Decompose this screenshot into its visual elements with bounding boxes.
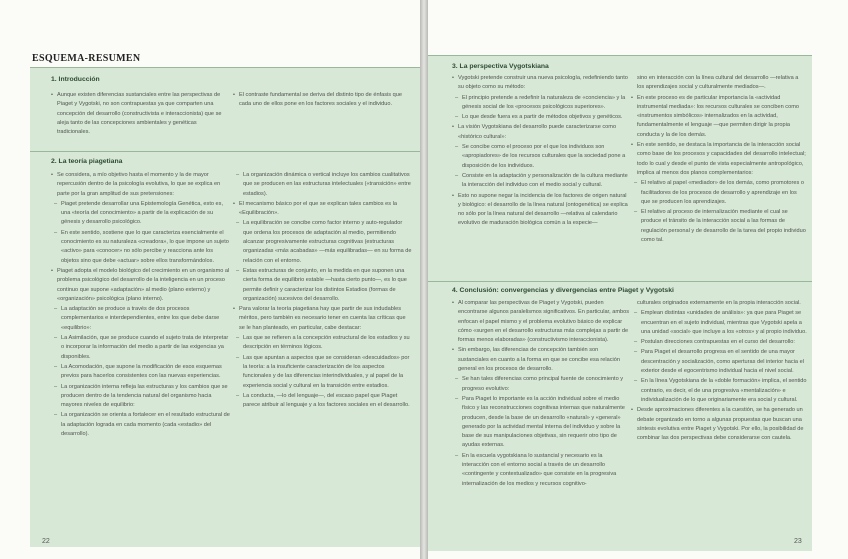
dash-item: – La conducta, —lo del lenguaje—, del escaso papel que Piaget parece atribuir al lenguaje y a los factores sociales en el desarrollo. [233,392,413,411]
left-page [0,0,420,559]
bullet-item: • En este proceso es de particular importancia la «actividad instrumental mediada»: los recursos culturales se conciben como «instrumentos simbólicos» internalizados en la actividad, fundamentalmente el lenguaje —que permiten dirigir la propia conducta y la de los demás. [631,94,807,140]
summary-box-right-top [428,55,812,281]
bullet-item: • En este sentido, se destaca la importancia de la interacción social como base de los procesos y capacidades del desarrollo intelectual; todo lo cual y desde el punto de vista especialmente antropológico, implica al menos dos planos complementarios: [631,141,807,178]
section-divider [428,55,812,56]
book-gutter [420,0,428,559]
dash-item: – La equilibración se concibe como factor interno y auto-regulador que ordena los procesos de adaptación al medio, permitiendo alcanzar progresivamente estructuras cognitivas (estructuras organizadas «más acabadas» —más equilibradas— en su forma de relación con el entorno. [233,219,413,265]
dash-item: – Postulan direcciones contrapuestas en el curso del desarrollo: [631,338,807,347]
bullet-item: • La visión Vygotskiana del desarrollo puede caracterizarse como «histórico cultural»: [452,123,630,142]
section-divider [30,151,420,152]
dash-item: – El relativo al proceso de internalización mediante el cual se produce el tránsito de la interacción social a las formas de regulación personal y de desarrollo de la tarea del propio individuo como tal. [631,208,807,245]
dash-item: – La organización dinámica o vertical incluye los cambios cualitativos que se producen en las estructuras intelectuales («transición» entre estadios). [233,171,413,199]
bullet-item: • Se considera, a mío objetivo hasta el momento y la de mayor repercusión dentro de la psicología evolutiva, lo que se explica en parte por la gran amplitud de sus pretensiones: [51,171,231,199]
dash-item: – Estas estructuras de conjunto, en la medida en que suponen una cierta forma de equilibrio estable —hasta cierto punto—, es lo que permite definir y caracterizar los distintos Estadios (formas de organización) sucesivos del desarrollo. [233,267,413,304]
dash-item: – Las que se refieren a la concepción estructural de los estadios y su descripción en términos lógicos. [233,334,413,353]
paragraph: culturales originados externamente en la propia interacción social. [637,300,801,306]
dash-item: – La organización interna refleja las estructuras y los cambios que se producen dentro de la tendencia natural del organismo hacia mayores niveles de equilibrio: [51,383,231,411]
section-3-column-1 [452,74,630,230]
dash-item: – La Asimilación, que se produce cuando el sujeto trata de interpretar o incorporar la información del medio a partir de las exigencias ya disponibles. [51,334,231,362]
section-2-column-1 [51,171,231,440]
dash-item: – Piaget pretende desarrollar una Epistemología Genética, esto es, una «teoría del conocimiento» a partir de la explicación de su génesis y desarrollo psicológico. [51,200,231,228]
bullet-item: • Para valorar la teoría piagetiana hay que partir de sus indudables méritos, pero también es necesario tener en cuenta las críticas que se le han planteado, en particular, cabe destacar: [233,305,413,333]
dash-item: – El principio pretende a redefinir la naturaleza de «conciencia» y la génesis social de los «procesos psicológicos superiores». [452,94,630,113]
dash-item: – El relativo al papel «mediador» de los demás, como promotores o facilitadores de los procesos de desarrollo y aprendizaje en los que se producen los aprendizajes. [631,179,807,207]
paragraph: • Aunque existen diferencias sustanciales entre las perspectivas de Piaget y Vygotski, no son contrapuestas ya que comparten una concepción del desarrollo (constructivista e interaccionista) que se aleja tanto de las concepciones ambientales y genéticas tradicionales. [51,91,231,137]
dash-item: – Para Piaget lo importante es la acción individual sobre el medio físico y las reconstrucciones cognitivas internas que naturalmente producen, desde la base de un desarrollo «natural» y «general» generado por la actividad mental interna del individuo y sobre la base de sus manipulaciones objetivas, sin requerir otro tipo de ayudas externas. [452,395,630,451]
right-page [428,0,848,559]
dash-item: – La adaptación se produce a través de dos procesos complementarios e interdependientes, entre los que debe darse «equilibrio»: [51,305,231,333]
dash-item: – Consiste en la adaptación y personalización de la cultura mediante la interacción del individuo con el medio social y cultural. [452,172,630,191]
paragraph: sino en interacción con la línea cultural del desarrollo —relativa a los aprendizajes social y culturalmente mediados—. [637,75,799,91]
bullet-item: • Esto no supone negar la incidencia de los factores de origen natural y biológico: el desarrollo de la línea natural (ontogenética) se explica no sólo por la línea natural del desarrollo —relativa al calendario evolutivo de maduración biológica común a la especie— [452,192,630,229]
section-1-title: 1. Introducción [51,76,100,83]
summary-header: ESQUEMA-RESUMEN [32,53,141,64]
bullet-item: • El mecanismo básico por el que se explican tales cambios es la «Equilibración». [233,200,413,219]
dash-item: – La organización se orienta a fortalecer en el resultado estructural de la adaptación lograda en cada momento (cada «estadio» del desarrollo). [51,411,231,439]
section-1-column-2 [233,91,413,111]
section-4-column-2 [631,299,807,444]
dash-item: – En la escuela vygotskiana lo sustancial y necesario es la interacción con el entorno social a través de un desarrollo «contingente y contextualizado» que consiste en la progresiva internalización de los medios y recursos cognitivo- [452,452,630,489]
dash-item: – Lo que desde fuera es a partir de métodos objetivos y genéticos. [452,113,630,122]
section-divider [428,281,812,282]
bullet-item: • Vygotski pretende construir una nueva psicología, redefiniendo tanto su objeto como su método: [452,74,630,93]
summary-box-left [30,67,420,547]
bullet-item: • Piaget adopta el modelo biológico del crecimiento en un organismo al problema psicológico del desarrollo de la inteligencia en un proceso continuo que supone «adaptación» al medio (plano externo) y «organización» psicológica (plano interno). [51,267,231,304]
section-2-title: 2. La teoría piagetiana [51,158,123,165]
dash-item: – Se han tales diferencias como principal fuente de conocimiento y progreso evolutivo: [452,375,630,394]
section-4-column-1 [452,299,630,490]
page-number-right: 23 [794,538,802,545]
dash-item: – Emplean distintas «unidades de análisis»: ya que para Piaget se encuentran en el sujeto individual, mientras que Vygotski apela a una unidad «social» que incluye a los «otros» y al propio individuo. [631,309,807,337]
bullet-item: • Desde aproximaciones diferentes a la cuestión, se ha generado un debate organizado en torno a algunas propuestas que buscan una síntesis evolutiva entre Piaget y Vygotski. Por ello, la posibilidad de combinar las dos perspectivas debe considerarse con cautela. [631,406,807,443]
section-4-title: 4. Conclusión: convergencias y divergencias entre Piaget y Vygotski [452,287,674,294]
bullet-item: • Sin embargo, las diferencias de concepción también son sustanciales en cuanto a la forma en que se concibe esa relación general en los procesos de desarrollo. [452,346,630,374]
page-number-left: 22 [42,538,50,545]
dash-item: – En la línea Vygotskiana de la «doble formación» implica, el sentido contrario, es decir, el de una progresiva «mentalización» e individualización de lo que originariamente era social y cultural. [631,377,807,405]
section-1-column-1 [51,91,231,138]
dash-item: – Las que apuntan a aspectos que se consideran «descuidados» por la teoría: a la insuficiente caracterización de los aspectos funcionales y de las diferencias interindividuales, y al papel de la experiencia social y cultural en la transición entre estadios. [233,354,413,391]
bullet-item: • Al comparar las perspectivas de Piaget y Vygotski, pueden encontrarse algunos paralelismos significativos. En particular, ambos enfocan el papel mismo y el problema evolutivo básico de explicar cómo «surgen en el desarrollo estructuras más complejas a partir de formas menos elaboradas» (constructivismo interaccionista). [452,299,630,345]
summary-box-right-bottom [428,281,812,551]
dash-item: – Para Piaget el desarrollo progresa en el sentido de una mayor descentración y socialización, como aperturas del interior hacia el exterior desde el egocentrismo individual hacia el nivel social. [631,348,807,376]
dash-item: – Se concibe como el proceso por el que los individuos son «apropiadores» de los recursos culturales que la sociedad pone a disposición de los individuos. [452,143,630,171]
section-2-column-2 [233,171,413,411]
dash-item: – En este sentido, sostiene que lo que caracteriza esencialmente el conocimiento es su naturaleza «creadora», lo que impone un sujeto «activo» para «conocer» no sólo percibe y reacciona ante los objetos sino que debe «actuar» sobre ellos transformándolos. [51,229,231,266]
section-3-column-2 [631,74,807,246]
section-divider [30,67,420,68]
paragraph: • El contraste fundamental se deriva del distinto tipo de énfasis que cada uno de ellos pone en los factores sociales y el individuo. [233,91,413,110]
section-3-title: 3. La perspectiva Vygotskiana [452,63,549,70]
dash-item: – La Acomodación, que supone la modificación de esos esquemas previos para hacerlos consistentes con las nuevas experiencias. [51,363,231,382]
